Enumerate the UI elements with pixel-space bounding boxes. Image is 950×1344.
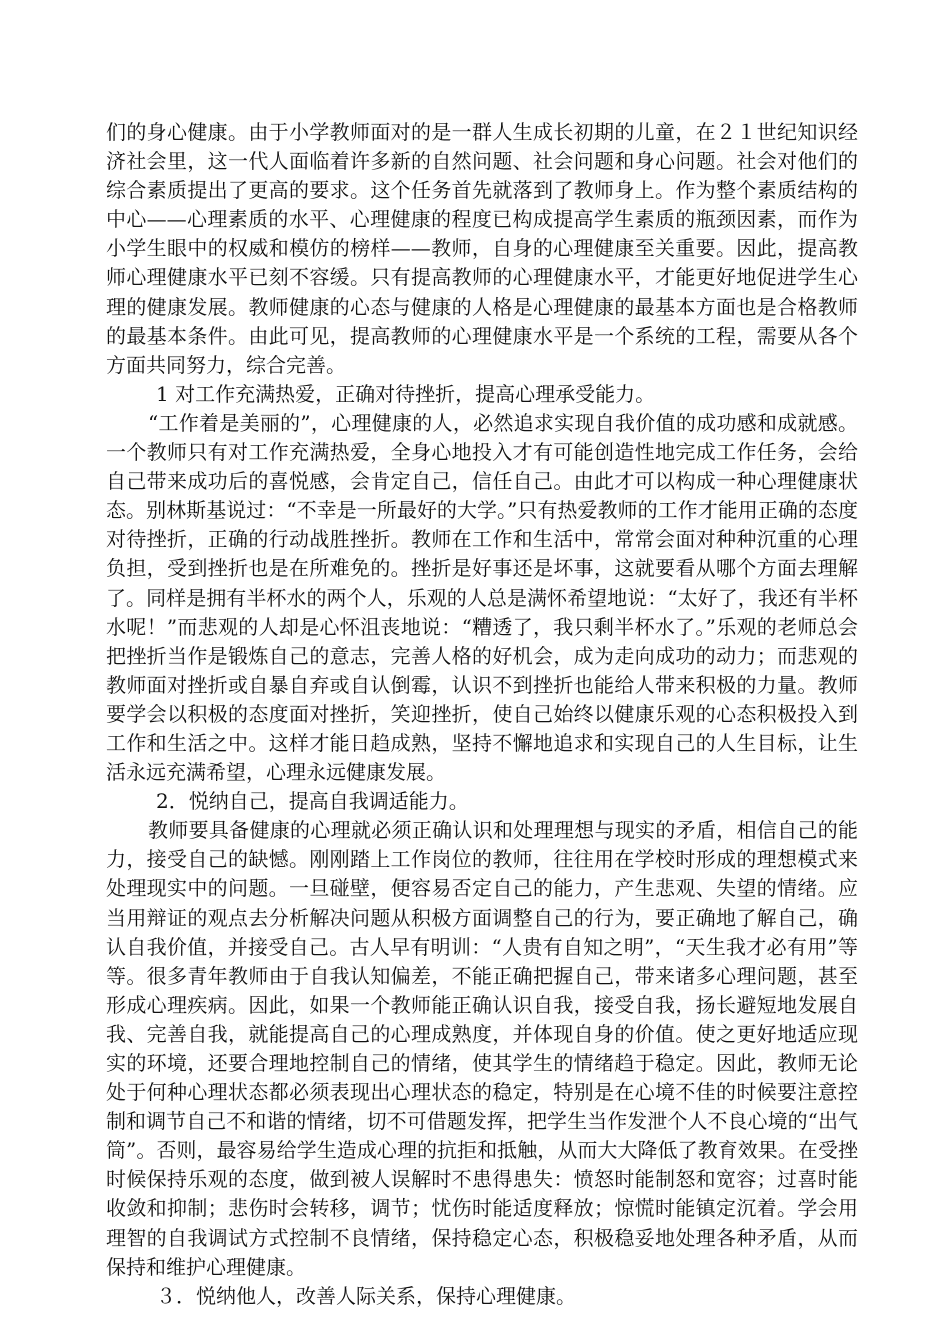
body-paragraph: “工作着是美丽的”，心理健康的人，必然追求实现自我价值的成功感和成就感。一个教师只有对工作充满热爱，全身心地投入才有可能创造性地完成工作任务，会给自己带来成功后的喜悦感，会肯定自己，信任自己。由此才可以构成一种心理健康状态。别林斯基说过：“不幸是一所最好的大学。”只有热爱教师的工作才能用正确的态度对待挫折，正确的行动战胜挫折。教师在工作和生活中，常常会面对种种沉重的心理负担，受到挫折也是在所难免的。挫折是好事还是坏事，这就要看从哪个方面去理解了。同样是拥有半杯水的两个人，乐观的人总是满怀希望地说：“太好了，我还有半杯水呢！”而悲观的人却是心怀沮丧地说：“糟透了，我只剩半杯水了。”乐观的老师总会把挫折当作是锻炼自己的意志，完善人格的好机会，成为走向成功的动力；而悲观的教师面对挫折或自暴自弃或自认倒霉，认识不到挫折也能给人带来积极的力量。教师要学会以积极的态度面对挫折，笑迎挫折，使自己始终以健康乐观的心态积极投入到工作和生活之中。这样才能日趋成熟，坚持不懈地追求和实现自己的人生目标，让生活永远充满希望，心理永远健康发展。	[106, 410, 858, 785]
document-page	[106, 118, 858, 1311]
section-heading: 2．悦纳自己，提高自我调适能力。	[156, 789, 469, 814]
body-paragraph: 教师要具备健康的心理就必须正确认识和处理理想与现实的矛盾，相信自己的能力，接受自己的缺憾。刚刚踏上工作岗位的教师，往往用在学校时形成的理想模式来处理现实中的问题。一旦碰壁，便容易否定自己的能力，产生悲观、失望的情绪。应当用辩证的观点去分析解决问题从积极方面调整自己的行为，要正确地了解自己，确认自我价值，并接受自己。古人早有明训：“人贵有自知之明”，“天生我才必有用”等等。很多青年教师由于自我认知偏差，不能正确把握自己，带来诸多心理问题，甚至形成心理疾病。因此，如果一个教师能正确认识自我，接受自我，扬长避短地发展自我、完善自我，就能提高自己的心理成熟度，并体现自身的价值。使之更好地适应现实的环境，还要合理地控制自己的情绪，使其学生的情绪趋于稳定。因此，教师无论处于何种心理状态都必须表现出心理状态的稳定，特别是在心境不佳的时候要注意控制和调节自己不和谐的情绪，切不可借题发挥，把学生当作发泄个人不良心境的“出气筒”。否则，最容易给学生造成心理的抗拒和抵触，从而大大降低了教育效果。在受挫时候保持乐观的态度，做到被人误解时不患得患失：愤怒时能制怒和宽容；过喜时能收敛和抑制；悲伤时会转移，调节；忧伤时能适度释放；惊慌时能镇定沉着。学会用理智的自我调试方式控制不良情绪，保持稳定心态，积极稳妥地处理各种矛盾，从而保持和维护心理健康。	[106, 818, 858, 1279]
section-heading: ３．悦纳他人，改善人际关系，保持心理健康。	[156, 1283, 576, 1308]
section-heading: 1 对工作充满热爱，正确对待挫折，提高心理承受能力。	[156, 381, 656, 406]
body-paragraph: 们的身心健康。由于小学教师面对的是一群人生成长初期的儿童，在２１世纪知识经济社会里，这一代人面临着许多新的自然问题、社会问题和身心问题。社会对他们的综合素质提出了更高的要求。这个任务首先就落到了教师身上。作为整个素质结构的中心——心理素质的水平、心理健康的程度已构成提高学生素质的瓶颈因素，而作为小学生眼中的权威和模仿的榜样——教师，自身的心理健康至关重要。因此，提高教师心理健康水平已刻不容缓。只有提高教师的心理健康水平，才能更好地促进学生心理的健康发展。教师健康的心态与健康的人格是心理健康的最基本方面也是合格教师的最基本条件。由此可见，提高教师的心理健康水平是一个系统的工程，需要从各个方面共同努力，综合完善。	[106, 120, 858, 377]
